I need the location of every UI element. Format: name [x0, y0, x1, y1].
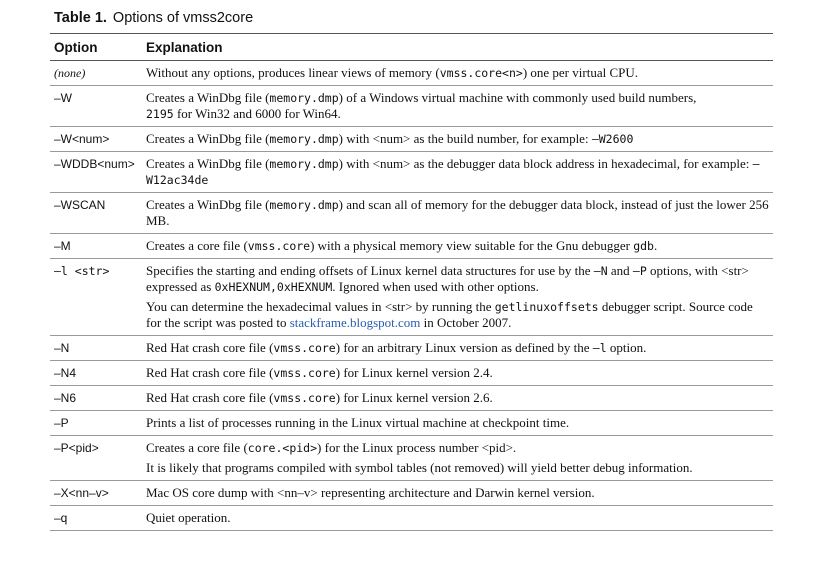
option-cell: –P — [50, 411, 142, 436]
table-row — [50, 506, 773, 531]
table-row — [50, 481, 773, 506]
table-row — [50, 436, 773, 481]
option-cell: –N — [50, 336, 142, 361]
table-row — [50, 336, 773, 361]
explanation-cell: Creates a WinDbg file (memory.dmp) with <num> as the debugger data block address in hexadecimal, for example: –W12ac34de — [142, 152, 773, 193]
explanation-cell: Red Hat crash core file (vmss.core) for an arbitrary Linux version as defined by the –l option. — [142, 336, 773, 361]
table-row — [50, 152, 773, 193]
explanation-paragraph: You can determine the hexadecimal values in <str> by running the getlinuxoffsets debugger script. Source code for the script was posted to stackframe.blogspot.com in October 2007. — [146, 299, 753, 330]
explanation-cell: Creates a core file (vmss.core) with a physical memory view suitable for the Gnu debugger gdb. — [142, 234, 773, 259]
option-cell: –l <str> — [50, 259, 142, 336]
explanation-cell: Without any options, produces linear views of memory (vmss.core<n>) one per virtual CPU. — [142, 61, 773, 86]
table-row — [50, 86, 773, 127]
explanation-paragraph: Creates a core file (core.<pid>) for the Linux process number <pid>. — [146, 440, 517, 455]
option-cell: –P<pid> — [50, 436, 142, 481]
table-row — [50, 386, 773, 411]
options-table — [50, 33, 773, 531]
table-row — [50, 127, 773, 152]
explanation-cell: Creates a WinDbg file (memory.dmp) of a Windows virtual machine with commonly used build numbers, 2195 for Win32 and 6000 for Win64. — [142, 86, 773, 127]
table-row — [50, 411, 773, 436]
table-row — [50, 259, 773, 336]
explanation-cell — [142, 259, 773, 336]
explanation-cell — [142, 436, 773, 481]
explanation-cell: Quiet operation. — [142, 506, 773, 531]
table-row — [50, 193, 773, 234]
table-row — [50, 61, 773, 86]
explanation-column-header: Explanation — [142, 34, 773, 61]
table-row — [50, 234, 773, 259]
option-cell: –W<num> — [50, 127, 142, 152]
caption-label: Table 1. — [54, 10, 107, 26]
option-cell: –N4 — [50, 361, 142, 386]
explanation-cell: Red Hat crash core file (vmss.core) for Linux kernel version 2.6. — [142, 386, 773, 411]
explanation-paragraph: Specifies the starting and ending offsets of Linux kernel data structures for use by the –N and –P options, with <str> expressed as 0xHEXNUM,0xHEXNUM. Ignored when used with other options. — [146, 263, 749, 294]
header-row — [50, 34, 773, 61]
explanation-cell: Creates a WinDbg file (memory.dmp) with <num> as the build number, for example: –W2600 — [142, 127, 773, 152]
caption-title: Options of vmss2core — [112, 10, 254, 26]
option-column-header: Option — [50, 34, 142, 61]
option-cell: –N6 — [50, 386, 142, 411]
explanation-cell: Red Hat crash core file (vmss.core) for Linux kernel version 2.4. — [142, 361, 773, 386]
explanation-cell: Creates a WinDbg file (memory.dmp) and scan all of memory for the debugger data block, instead of just the lower 256 MB. — [142, 193, 773, 234]
explanation-cell: Mac OS core dump with <nn–v> representing architecture and Darwin kernel version. — [142, 481, 773, 506]
option-cell: –WDDB<num> — [50, 152, 142, 193]
option-cell: –W — [50, 86, 142, 127]
option-cell: –X<nn–v> — [50, 481, 142, 506]
table-caption — [54, 10, 253, 26]
stackframe-link[interactable]: stackframe.blogspot.com — [289, 315, 421, 330]
table-row — [50, 361, 773, 386]
option-cell: (none) — [50, 61, 142, 86]
explanation-cell: Prints a list of processes running in the Linux virtual machine at checkpoint time. — [142, 411, 773, 436]
option-cell: –q — [50, 506, 142, 531]
option-cell: –WSCAN — [50, 193, 142, 234]
explanation-paragraph: It is likely that programs compiled with symbol tables (not removed) will yield better debug information. — [146, 460, 693, 475]
option-cell: –M — [50, 234, 142, 259]
